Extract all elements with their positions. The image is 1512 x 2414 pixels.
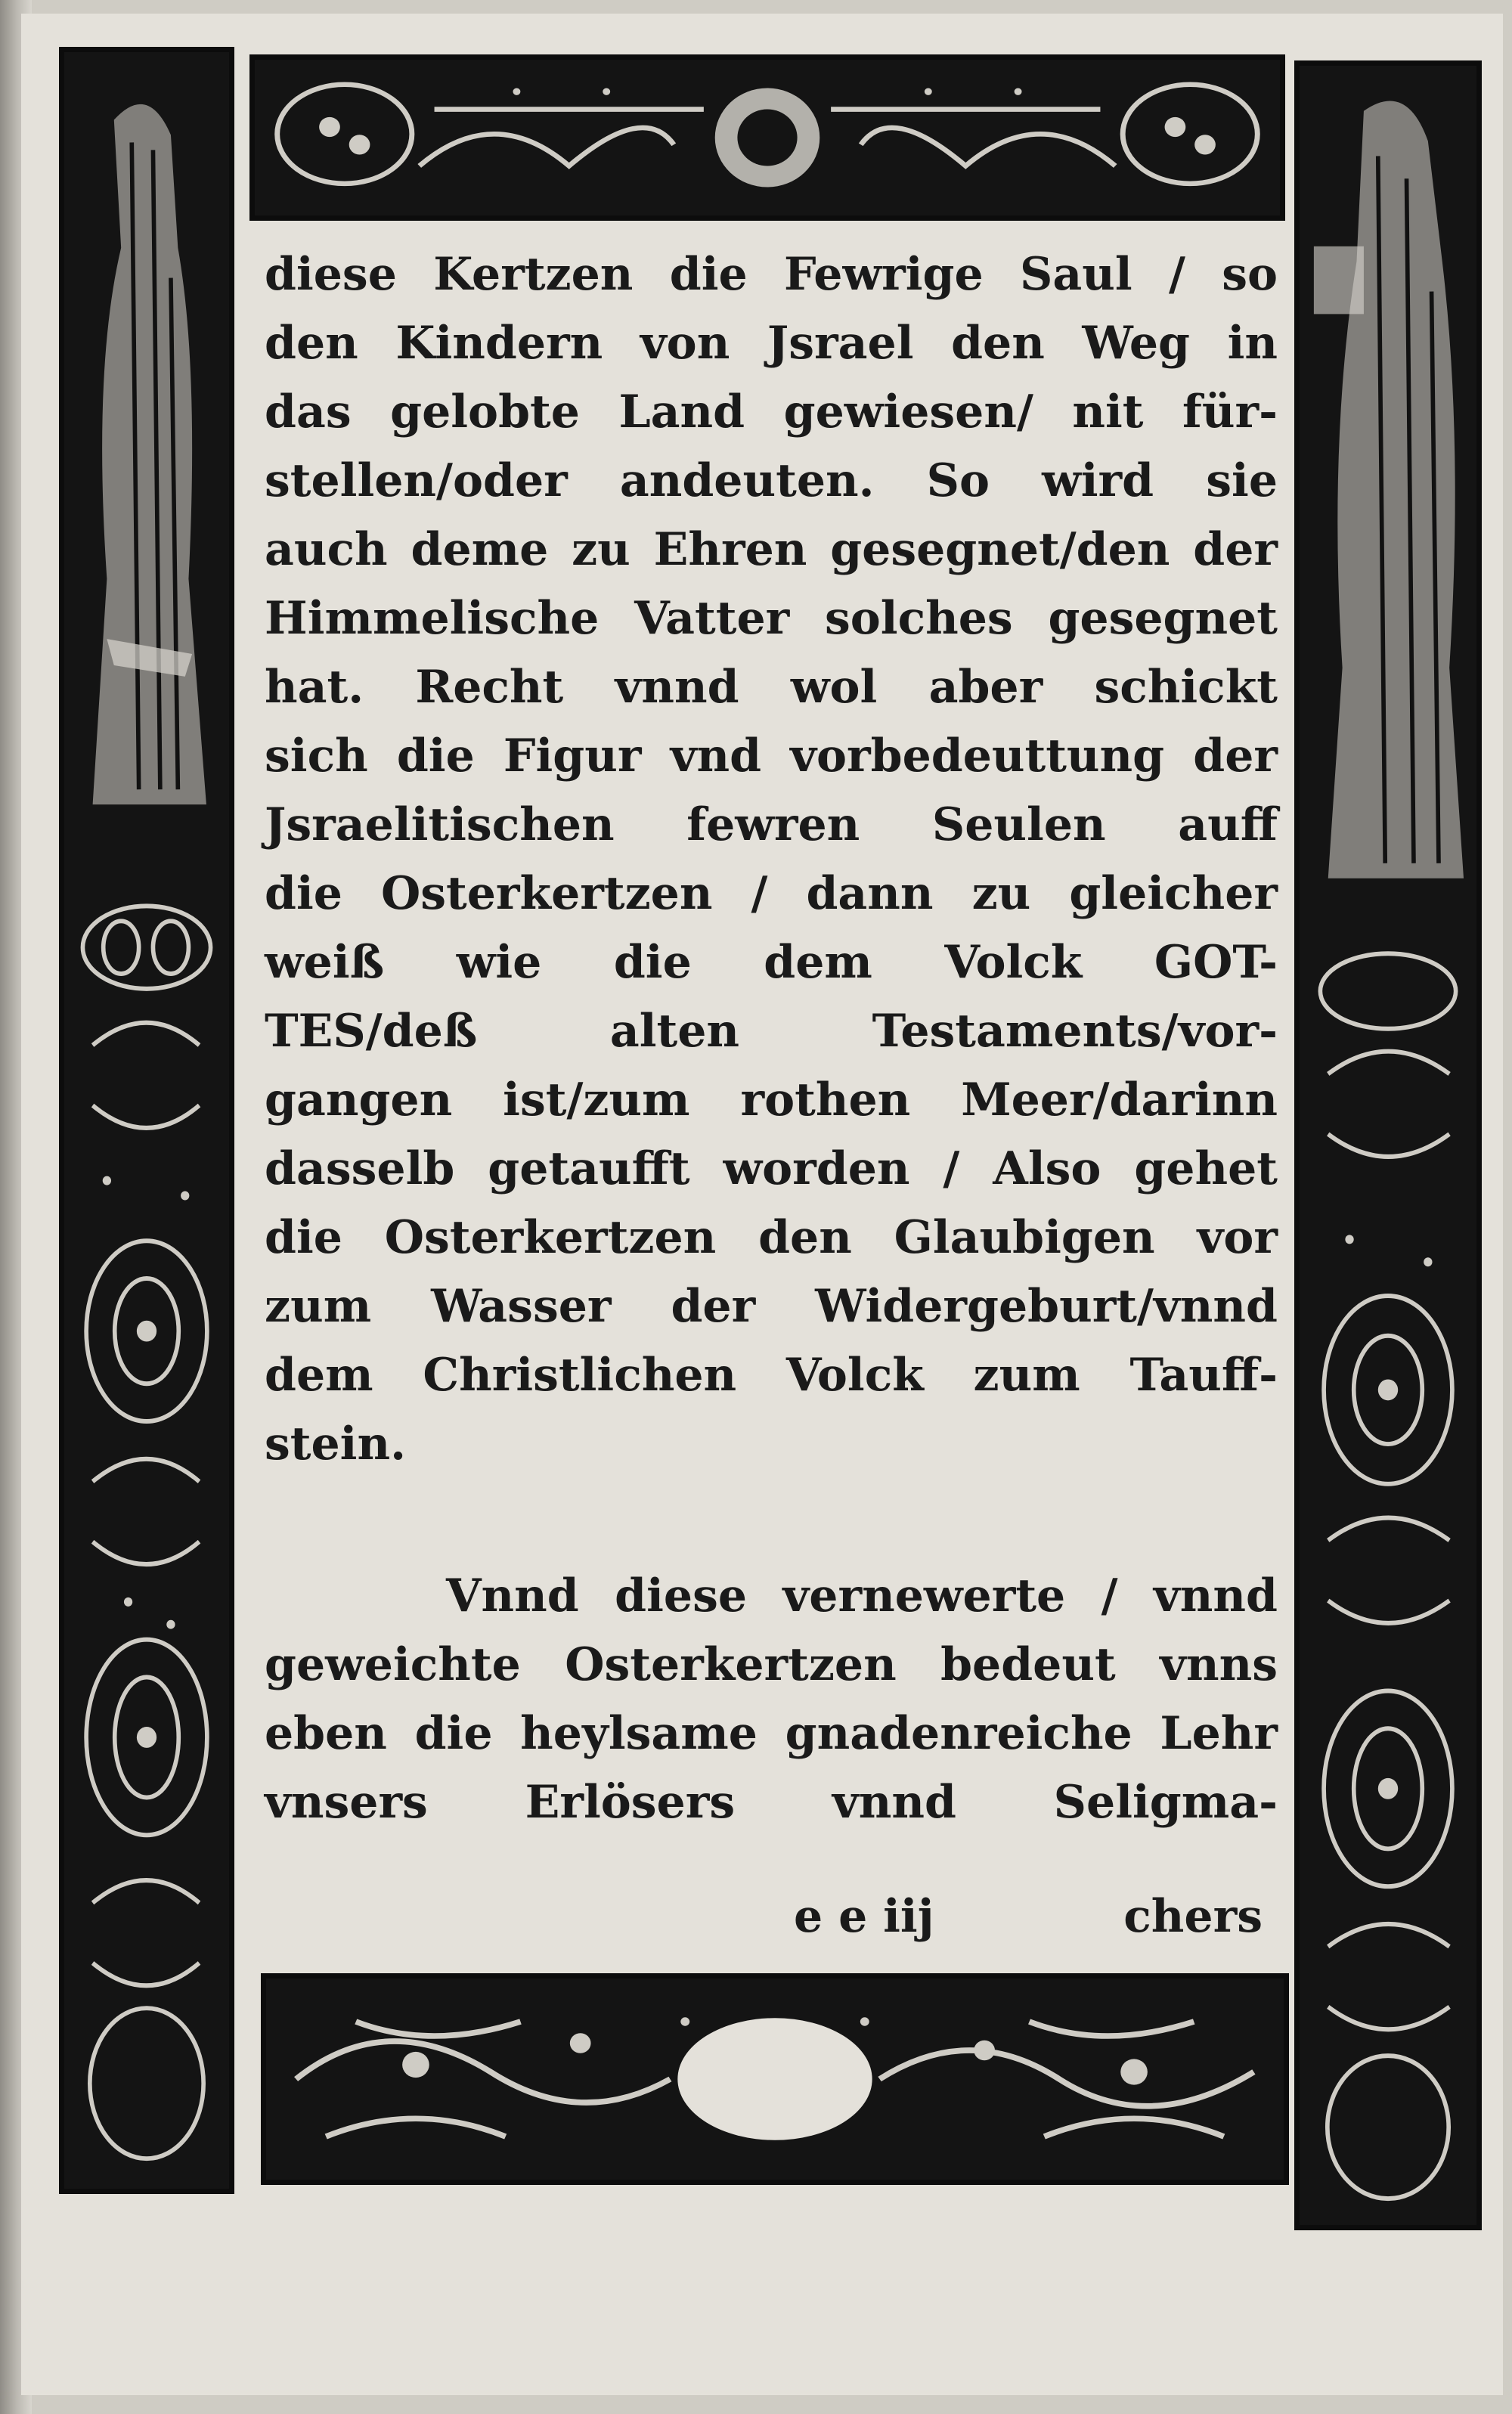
right-woodcut-border (1294, 60, 1482, 2230)
text-line: hat. Recht vnnd wol aber schickt (265, 661, 1278, 714)
bottom-woodcut-border (261, 1973, 1289, 2185)
text-line: Himmelische Vatter solches gesegnet (265, 592, 1278, 645)
text-line: Jsraelitischen fewren Seulen auff (265, 798, 1278, 851)
text-line: sich die Figur vnd vorbedeuttung der (265, 730, 1278, 782)
text-line: das gelobte Land gewiesen/ nit für- (265, 386, 1278, 438)
catchword: chers (1123, 1890, 1263, 1943)
text-line: dem Christlichen Volck zum Tauff- (265, 1349, 1278, 1402)
text-line: die Osterkertzen den Glaubigen vor (265, 1211, 1278, 1264)
text-line: stein. (265, 1418, 406, 1470)
text-line: auch deme zu Ehren gesegnet/den der (265, 523, 1278, 576)
text-line: stellen/oder andeuten. So wird sie (265, 454, 1278, 507)
text-line: die Osterkertzen / dann zu gleicher (265, 867, 1278, 920)
left-woodcut-border (59, 47, 234, 2194)
text-line: den Kindern von Jsrael den Weg in (265, 317, 1278, 370)
text-line: zum Wasser der Widergeburt/vnnd (265, 1280, 1278, 1333)
signature-mark: e e iij (794, 1890, 934, 1943)
text-line: weiß wie die dem Volck GOT- (265, 936, 1278, 989)
page-footer (265, 1890, 1278, 1959)
text-line: geweichte Osterkertzen bedeut vnns (265, 1638, 1278, 1691)
text-line: gangen ist/zum rothen Meer/darinn (265, 1074, 1278, 1126)
text-line: diese Kertzen die Fewrige Saul / so (265, 248, 1278, 301)
text-line: dasselb getaufft worden / Also gehet (265, 1142, 1278, 1195)
main-text (265, 240, 1278, 1837)
text-line: Vnnd diese vernewerte / vnnd (446, 1570, 1278, 1622)
text-line: vnsers Erlösers vnnd Seligma- (265, 1776, 1278, 1829)
top-woodcut-border (249, 54, 1285, 221)
text-line: eben die heylsame gnadenreiche Lehr (265, 1707, 1278, 1760)
text-line: TES/deß alten Testaments/vor- (265, 1005, 1278, 1058)
